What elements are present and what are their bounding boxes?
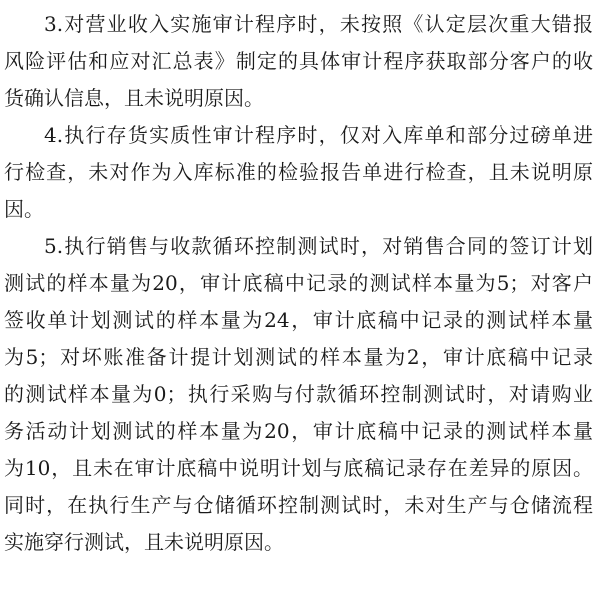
- text-line: 4.执行存货实质性审计程序时，仅对入库单和部分过磅单进: [44, 123, 593, 147]
- text-line: 3.对营业收入实施审计程序时，未按照《认定层次重大错报: [44, 12, 593, 36]
- text-line: 测试的样本量为20，审计底稿中记录的测试样本量为5；对客户: [4, 271, 593, 295]
- text-line: 同时，在执行生产与仓储循环控制测试时，未对生产与仓储流程: [4, 493, 593, 517]
- paragraph-inventory-audit: [4, 117, 593, 228]
- text-line: 实施穿行测试，且未说明原因。: [4, 530, 284, 554]
- text-line: 行检查，未对作为入库标准的检验报告单进行检查，且未说明原: [4, 160, 593, 184]
- text-line: 货确认信息，且未说明原因。: [4, 86, 264, 110]
- text-line: 为10，且未在审计底稿中说明计划与底稿记录存在差异的原因。: [4, 456, 593, 480]
- text-line: 的测试样本量为0；执行采购与付款循环控制测试时，对请购业: [4, 382, 593, 406]
- paragraph-control-testing: [4, 228, 593, 561]
- paragraph-revenue-audit: [4, 6, 593, 117]
- text-line: 为5；对坏账准备计提计划测试的样本量为2，审计底稿中记录: [4, 345, 593, 369]
- text-line: 5.执行销售与收款循环控制测试时，对销售合同的签订计划: [44, 234, 593, 258]
- text-line: 务活动计划测试的样本量为20，审计底稿中记录的测试样本量: [4, 419, 593, 443]
- text-line: 因。: [4, 197, 44, 221]
- text-line: 签收单计划测试的样本量为24，审计底稿中记录的测试样本量: [4, 308, 593, 332]
- text-line: 风险评估和应对汇总表》制定的具体审计程序获取部分客户的收: [4, 49, 593, 73]
